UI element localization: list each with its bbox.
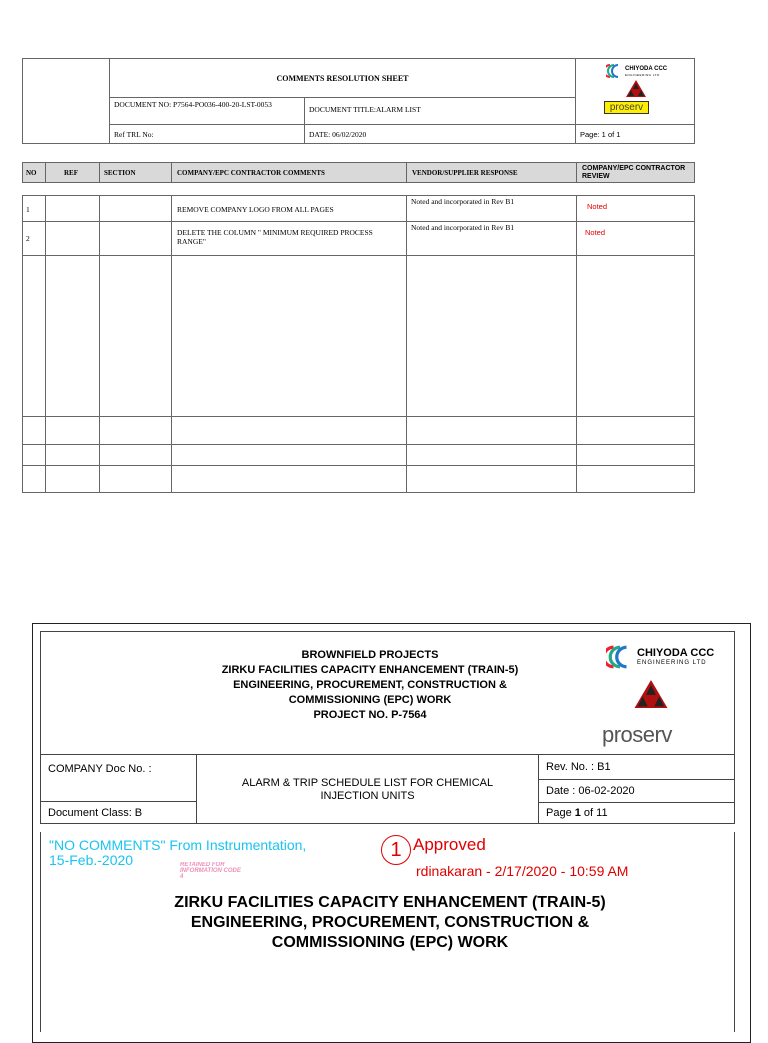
no-comments-line-1: "NO COMMENTS" From Instrumentation,	[49, 837, 307, 853]
crs-page: Page: 1 of 1	[575, 124, 695, 144]
crs-doc-title: DOCUMENT TITLE:ALARM LIST	[304, 97, 576, 125]
cover-body-title-line-2: ENGINEERING, PROCUREMENT, CONSTRUCTION &	[190, 914, 590, 931]
crs-blank-row-b-review	[576, 444, 695, 466]
crs-row2-no: 2	[22, 221, 46, 256]
crs-row2-comment: DELETE THE COLUMN " MINIMUM REQUIRED PROCESS RANGE"	[171, 221, 407, 256]
crs-blank-row-b-section	[99, 444, 172, 466]
crs-blank-row-a-section	[99, 416, 172, 445]
crs-blank-row-a-no	[22, 416, 46, 445]
no-comments-line-2: 15-Feb.-2020	[49, 852, 134, 868]
cover-pyramid-logo-icon	[634, 680, 668, 708]
cover-body-title-line-1: ZIRKU FACILITIES CAPACITY ENHANCEMENT (TRAIN-5)	[174, 894, 606, 911]
retained-stamp: RETAINED FOR INFORMATION CODE 4	[180, 862, 241, 880]
crs-date: DATE: 06/02/2020	[304, 124, 576, 144]
crs-row1-response: Noted and incorporated in Rev B1	[406, 195, 577, 222]
crs-col-ref: REF	[45, 162, 100, 183]
crs-blank-row-b-comment	[171, 444, 407, 466]
crs-header-left-blank	[22, 58, 110, 144]
crs-row1-ref	[45, 195, 100, 222]
crs-blank-row-b-ref	[45, 444, 100, 466]
pyramid-logo-icon	[626, 80, 646, 97]
cover-header-line-2: ZIRKU FACILITIES CAPACITY ENHANCEMENT (TRAIN-5)	[221, 664, 519, 676]
chiyoda-c-icon	[606, 644, 634, 670]
cover-page-current: 1	[574, 807, 581, 819]
crs-blank-row-c-review	[576, 465, 695, 493]
crs-blank-row-c-comment	[171, 465, 407, 493]
cover-page-prefix: Page	[546, 807, 575, 819]
crs-row2-section	[99, 221, 172, 256]
cover-company-doc-no: COMPANY Doc No. :	[40, 754, 197, 802]
cover-proserv-logo: proserv	[602, 722, 672, 747]
cover-body-border	[40, 832, 735, 1032]
crs-ref-trl: Ref TRL No:	[109, 124, 305, 144]
crs-empty-row-review	[576, 255, 695, 417]
crs-proserv-logo: proserv	[604, 101, 649, 114]
crs-col-section: SECTION	[99, 162, 172, 183]
crs-row1-no: 1	[22, 195, 46, 222]
crs-empty-row-response	[406, 255, 577, 417]
crs-title: COMMENTS RESOLUTION SHEET	[109, 58, 576, 98]
cover-header-line-4: COMMISSIONING (EPC) WORK	[288, 694, 452, 706]
crs-row1-comment: REMOVE COMPANY LOGO FROM ALL PAGES	[171, 195, 407, 222]
cover-header-text	[160, 648, 580, 723]
crs-blank-row-b-no	[22, 444, 46, 466]
crs-empty-row-comment	[171, 255, 407, 417]
crs-blank-row-a-response	[406, 416, 577, 445]
crs-blank-row-a-review	[576, 416, 695, 445]
chiyoda-c-icon	[606, 63, 622, 79]
crs-blank-row-c-no	[22, 465, 46, 493]
cover-chiyoda-logo: CHIYODA CCC ENGINEERING LTD	[606, 644, 714, 670]
cover-rev-no: Rev. No. : B1	[538, 754, 735, 780]
cover-date: Date : 06-02-2020	[538, 779, 735, 803]
crs-row2-review: Noted	[576, 221, 695, 256]
crs-blank-row-a-ref	[45, 416, 100, 445]
cover-page-suffix: of 11	[580, 807, 608, 819]
crs-blank-row-a-comment	[171, 416, 407, 445]
crs-col-comments: COMPANY/EPC CONTRACTOR COMMENTS	[171, 162, 407, 183]
cover-body-title-line-3: COMMISSIONING (EPC) WORK	[271, 934, 509, 951]
crs-col-no: NO	[22, 162, 46, 183]
crs-proserv-cell	[575, 97, 695, 125]
crs-row2-ref	[45, 221, 100, 256]
crs-blank-row-c-section	[99, 465, 172, 493]
cover-page-number	[538, 802, 735, 824]
crs-row1-review: Noted	[576, 195, 695, 222]
crs-empty-row-no	[22, 255, 46, 417]
crs-blank-row-c-ref	[45, 465, 100, 493]
cover-doc-class: Document Class: B	[40, 801, 197, 824]
crs-col-review: COMPANY/EPC CONTRACTOR REVIEW	[576, 162, 695, 183]
crs-doc-no: DOCUMENT NO: P7564-PO036-400-20-LST-0053	[109, 97, 305, 125]
crs-row2-response: Noted and incorporated in Rev B1	[406, 221, 577, 256]
crs-blank-row-b-response	[406, 444, 577, 466]
approval-number-badge: 1	[381, 835, 411, 865]
crs-empty-row-section	[99, 255, 172, 417]
crs-row1-section	[99, 195, 172, 222]
crs-blank-row-c-response	[406, 465, 577, 493]
crs-chiyoda-logo: CHIYODA CCC ENGINEERING LTD	[606, 63, 667, 79]
crs-col-response: VENDOR/SUPPLIER RESPONSE	[406, 162, 577, 183]
approval-signature: rdinakaran - 2/17/2020 - 10:59 AM	[416, 863, 629, 879]
cover-header-line-3: ENGINEERING, PROCUREMENT, CONSTRUCTION &	[233, 679, 507, 691]
crs-empty-row-ref	[45, 255, 100, 417]
cover-doc-title: ALARM & TRIP SCHEDULE LIST FOR CHEMICAL INJECTION UNITS	[196, 754, 539, 824]
cover-header-line-1: BROWNFIELD PROJECTS	[301, 649, 439, 661]
approval-status: Approved	[413, 835, 486, 854]
cover-header-line-5: PROJECT NO. P-7564	[313, 709, 427, 721]
